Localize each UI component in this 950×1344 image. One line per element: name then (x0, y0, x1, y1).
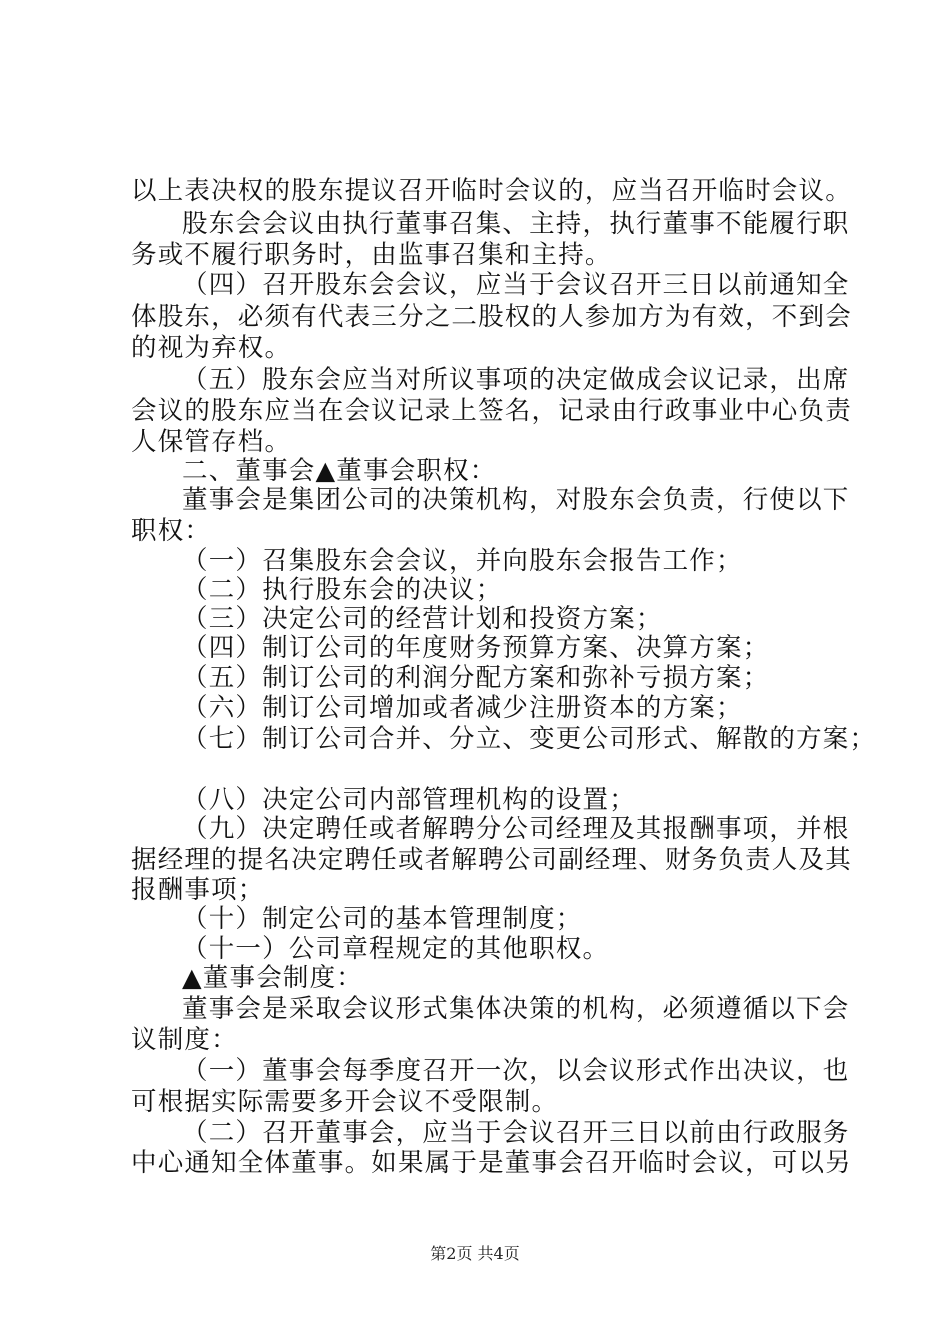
list-item: （二）召开董事会，应当于会议召开三日以前由行政服务 (182, 1118, 850, 1148)
list-item: （六）制订公司增加或者减少注册资本的方案； (182, 693, 743, 723)
text-line: 务或不履行职务时，由监事召集和主持。 (131, 240, 612, 270)
text-line: 股东会会议由执行董事召集、主持，执行董事不能履行职 (182, 209, 850, 239)
text-line: 董事会是采取会议形式集体决策的机构，必须遵循以下会 (182, 994, 850, 1024)
list-item: （十）制定公司的基本管理制度； (182, 904, 583, 934)
text-line: 报酬事项； (131, 875, 265, 905)
text-line: （五）股东会应当对所议事项的决定做成会议记录，出席 (182, 365, 850, 395)
text-line: 董事会是集团公司的决策机构，对股东会负责，行使以下 (182, 485, 850, 515)
list-item: （一）董事会每季度召开一次，以会议形式作出决议，也 (182, 1056, 850, 1086)
page-number: 第2页 共4页 (430, 1244, 520, 1263)
text-line: 会议的股东应当在会议记录上签名，记录由行政事业中心负责 (131, 396, 852, 426)
list-item: （八）决定公司内部管理机构的设置； (182, 785, 636, 815)
section-heading: 二、董事会▲董事会职权： (182, 456, 497, 486)
text-line: 可根据实际需要多开会议不受限制。 (131, 1087, 559, 1117)
text-line: 职权： (131, 516, 212, 546)
list-item: （三）决定公司的经营计划和投资方案； (182, 604, 663, 634)
text-line: 中心通知全体董事。如果属于是董事会召开临时会议，可以另 (131, 1148, 852, 1178)
list-item: （九）决定聘任或者解聘分公司经理及其报酬事项，并根 (182, 814, 850, 844)
text-line: 据经理的提名决定聘任或者解聘公司副经理、财务负责人及其 (131, 845, 852, 875)
list-item: （七）制订公司合并、分立、变更公司形式、解散的方案； (182, 724, 877, 754)
list-item: （一）召集股东会会议，并向股东会报告工作； (182, 546, 743, 576)
text-line: 议制度： (131, 1025, 238, 1055)
text-line: 体股东，必须有代表三分之二股权的人参加方为有效，不到会 (131, 302, 852, 332)
text-line: 的视为弃权。 (131, 333, 292, 363)
list-item: （十一）公司章程规定的其他职权。 (182, 934, 610, 964)
text-line: 以上表决权的股东提议召开临时会议的，应当召开临时会议。 (131, 176, 852, 206)
text-line: （四）召开股东会会议，应当于会议召开三日以前通知全 (182, 270, 850, 300)
list-item: （四）制订公司的年度财务预算方案、决算方案； (182, 633, 770, 663)
text-line: 人保管存档。 (131, 427, 292, 457)
list-item: （二）执行股东会的决议； (182, 575, 503, 605)
list-item: （五）制订公司的利润分配方案和弥补亏损方案； (182, 663, 770, 693)
section-heading: ▲董事会制度： (182, 963, 364, 993)
